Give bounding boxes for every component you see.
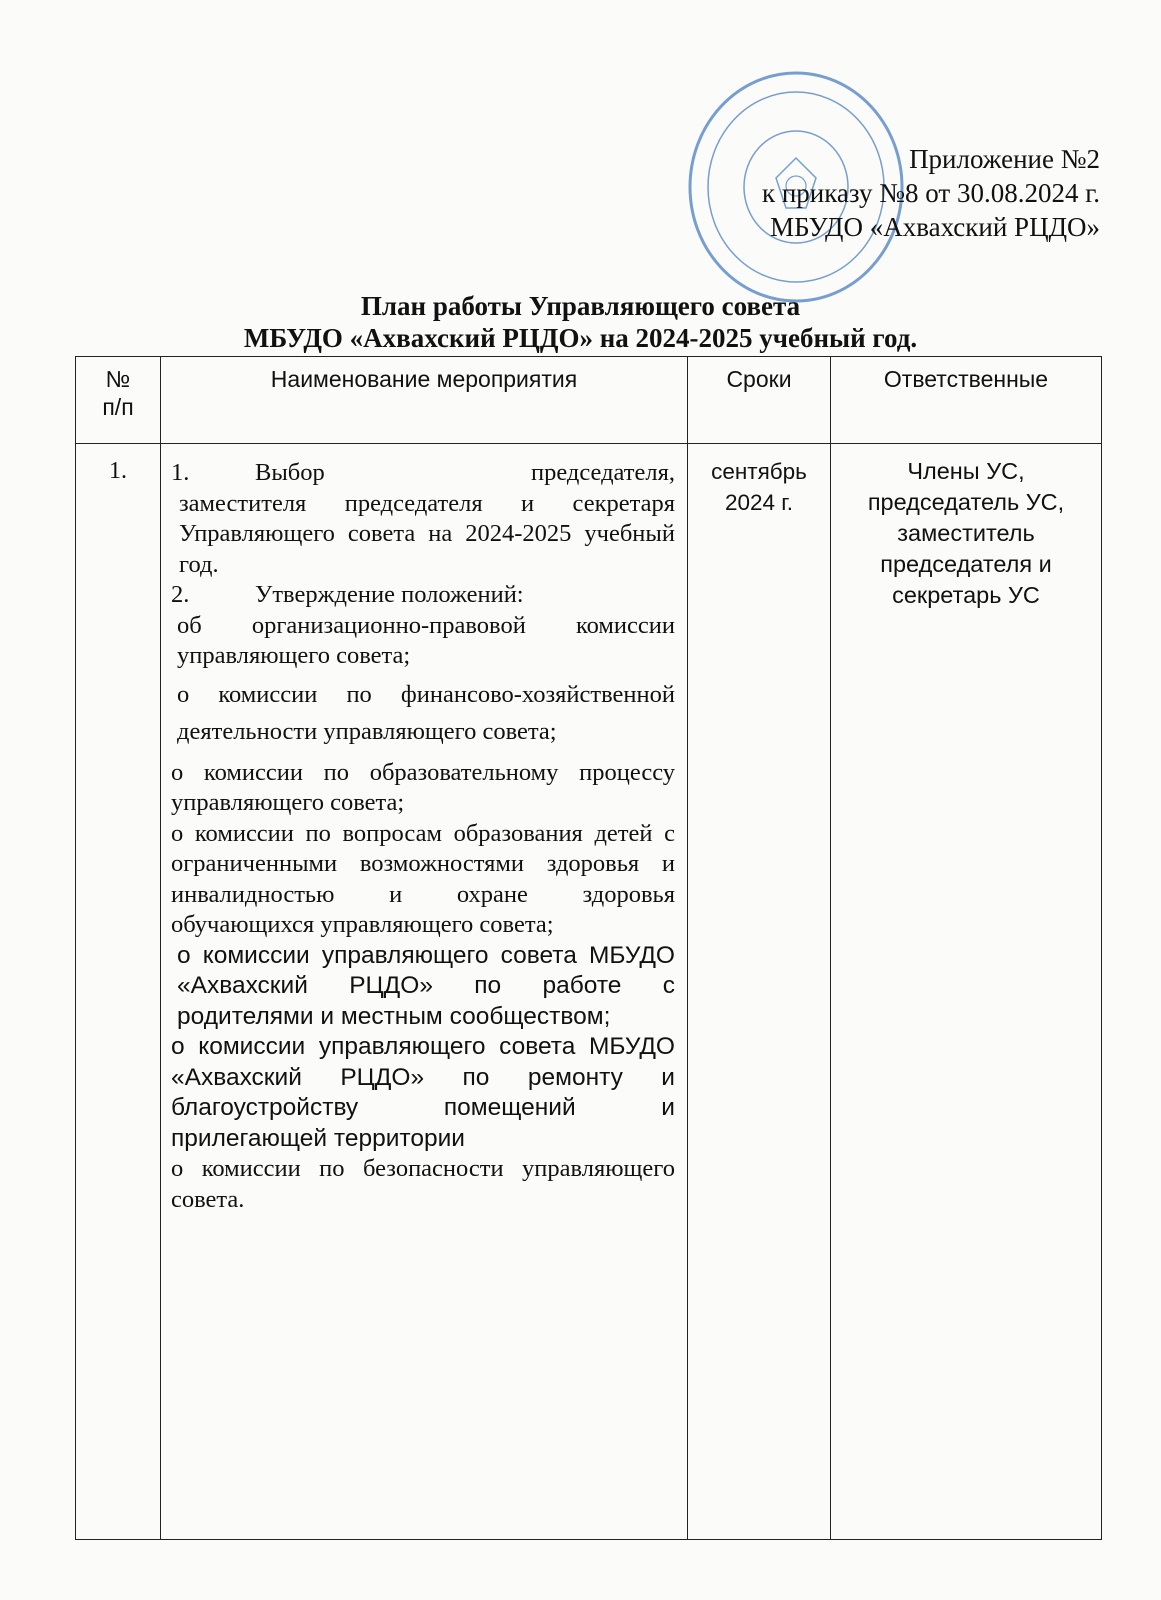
title-line-1: План работы Управляющего совета (360, 291, 801, 321)
title-line-2: МБУДО «Ахвахский РЦДО» на 2024-2025 учебный год. (243, 323, 918, 353)
appendix-line-3: МБУДО «Ахвахский РЦДО» (770, 212, 1100, 242)
regulation-6: о комиссии управляющего совета МБУДО «Ахвахский РЦДО» по ремонту и благоустройству помещений и прилегающей территории (171, 1033, 675, 1152)
table-header-row (76, 357, 1102, 444)
row-responsible: Члены УС, председатель УС, заместитель председателя и секретарь УС (831, 444, 1102, 1540)
header-name: Наименование мероприятия (161, 357, 688, 444)
activity-item-1-rest: заместителя председателя и секретаря Управляющего совета на 2024-2025 учебный год. (179, 489, 675, 578)
row-number: 1. (76, 444, 161, 1540)
header-number: № п/п (76, 357, 161, 444)
regulation-4: о комиссии по вопросам образования детей с ограниченными возможностями здоровья и инвалидностью и охране здоровья обучающихся управляющего совета; (171, 819, 675, 938)
row-activity (161, 444, 688, 1540)
regulation-1: об организационно-правовой комиссии управляющего совета; (177, 611, 675, 669)
appendix-line-1: Приложение №2 (909, 144, 1100, 174)
activity-item-1: 1. Выбор председателя, (171, 459, 675, 486)
table-row (76, 444, 1102, 1540)
plan-table (75, 356, 1102, 1540)
row-dates: сентябрь 2024 г. (688, 444, 831, 1540)
appendix-header (640, 142, 1100, 244)
regulation-7: о комиссии по безопасности управляющего совета. (171, 1155, 675, 1213)
appendix-line-2: к приказу №8 от 30.08.2024 г. (761, 178, 1100, 208)
header-responsible: Ответственные (831, 357, 1102, 444)
regulation-3: о комиссии по образовательному процессу управляющего совета; (171, 758, 675, 816)
header-dates: Сроки (688, 357, 831, 444)
activity-item-2: 2. Утверждение положений: (171, 581, 524, 608)
regulation-2: о комиссии по финансово-хозяйственной деятельности управляющего совета; (177, 680, 675, 745)
document-title (0, 290, 1161, 354)
regulation-5: о комиссии управляющего совета МБУДО «Ахвахский РЦДО» по работе с родителями и местным сообществом; (177, 941, 675, 1030)
